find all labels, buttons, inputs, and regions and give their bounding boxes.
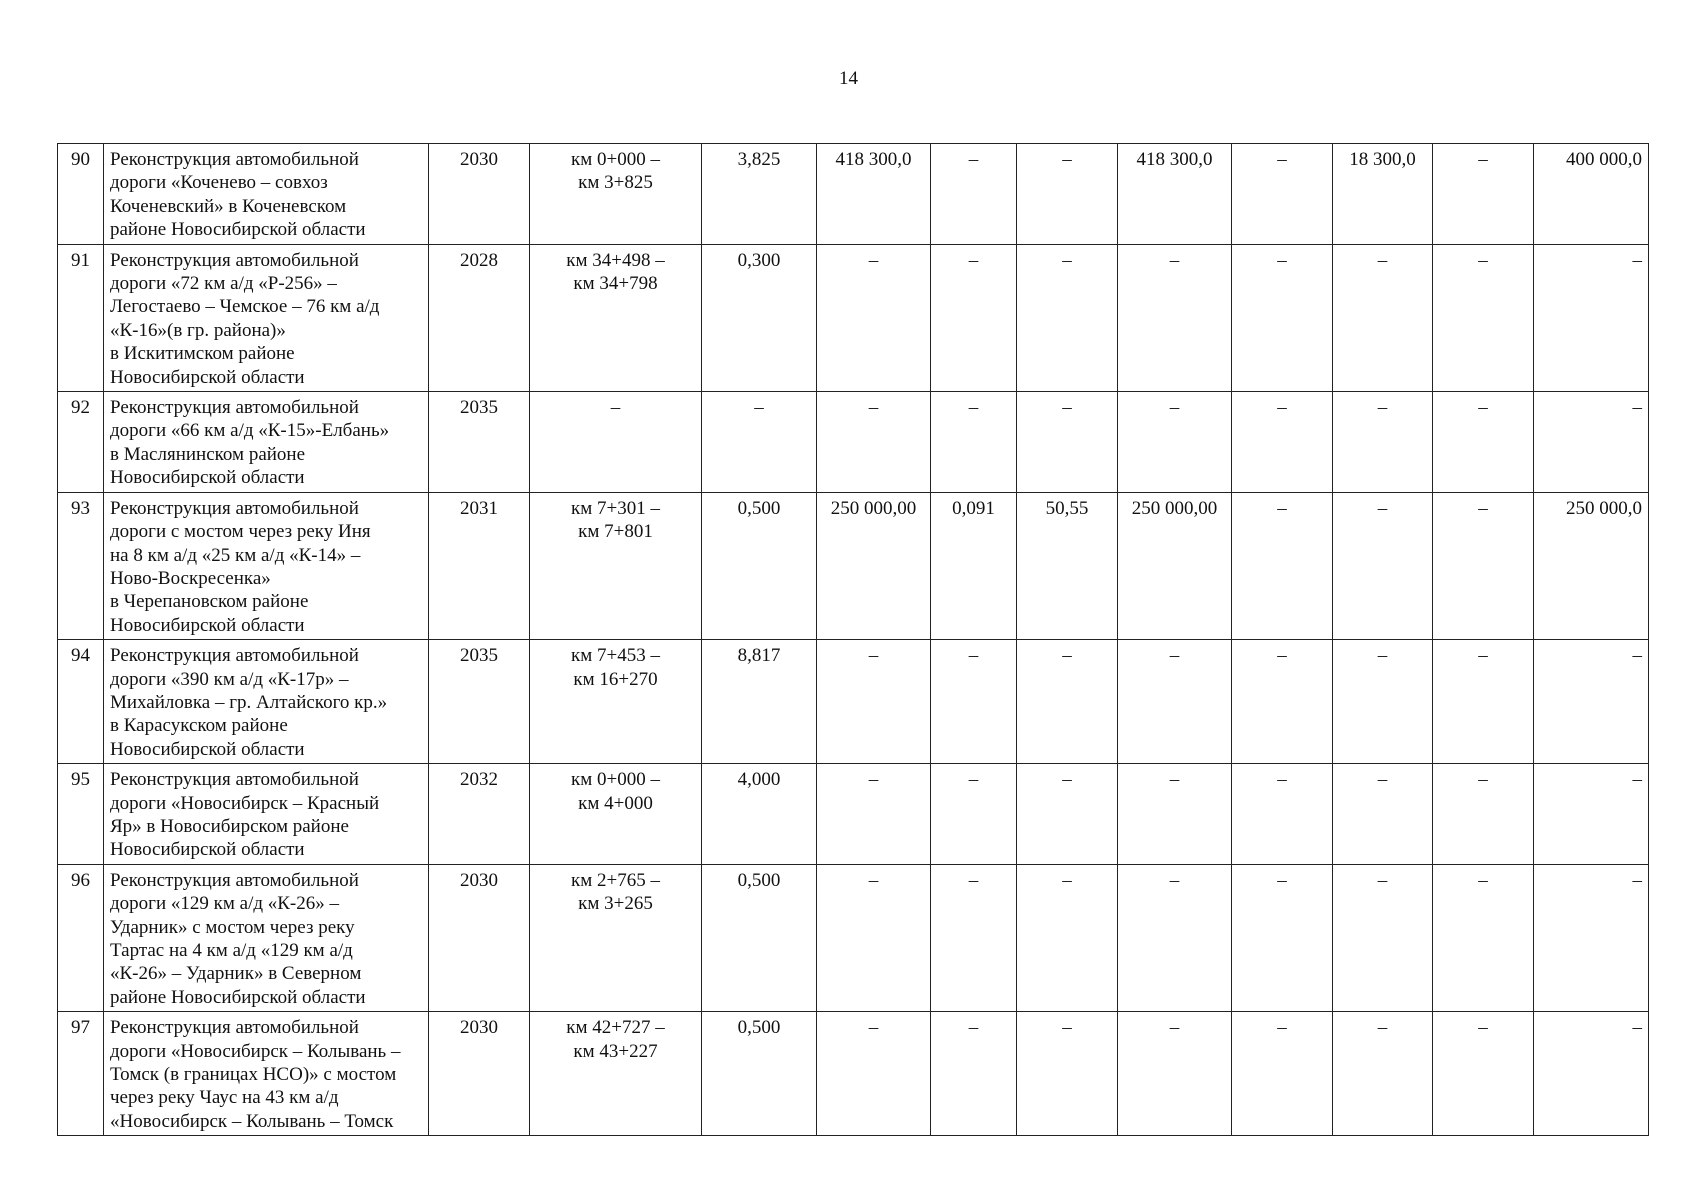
year-cell: 2035 [429, 640, 530, 764]
project-name-line: Михайловка – гр. Алтайского кр.» [110, 691, 388, 713]
value-cell-8: 400 000,0 [1534, 144, 1649, 245]
total-cost-cell: – [817, 640, 931, 764]
value-cell-7: – [1433, 392, 1534, 493]
project-name-line: Реконструкция автомобильной [110, 149, 359, 170]
value-cell-3: 50,55 [1017, 492, 1118, 639]
value-cell-4: – [1118, 244, 1232, 391]
length-cell: 0,500 [702, 492, 817, 639]
value-cell-2: – [931, 144, 1017, 245]
project-name-line: Реконструкция автомобильной [110, 645, 359, 667]
row-number-cell: 95 [58, 764, 104, 865]
value-cell-8: – [1534, 392, 1649, 493]
value-cell-5: – [1232, 1012, 1333, 1136]
projects-table [57, 143, 1649, 1136]
table-row [58, 764, 1649, 865]
total-cost-cell: 250 000,00 [817, 492, 931, 639]
row-number-cell: 93 [58, 492, 104, 639]
value-cell-8: – [1534, 640, 1649, 764]
row-number-cell: 90 [58, 144, 104, 245]
km-range-line: км 0+000 – [571, 149, 660, 170]
year-cell: 2028 [429, 244, 530, 391]
value-cell-6: – [1333, 392, 1433, 493]
value-cell-2: – [931, 764, 1017, 865]
km-range-cell [530, 764, 702, 865]
value-cell-6: – [1333, 864, 1433, 1011]
km-range-line: км 7+301 – [571, 497, 660, 519]
project-name-line: «К-16»(в гр. района)» [110, 319, 286, 341]
length-cell: 0,300 [702, 244, 817, 391]
km-range-line: – [610, 397, 621, 419]
value-cell-4: – [1118, 1012, 1232, 1136]
project-name-line: в Маслянинском районе [110, 443, 306, 465]
value-cell-3: – [1017, 244, 1118, 391]
value-cell-8: 250 000,0 [1534, 492, 1649, 639]
project-name-cell [104, 640, 429, 764]
year-cell: 2030 [429, 864, 530, 1011]
value-cell-7: – [1433, 144, 1534, 245]
km-range-line: км 3+265 [578, 893, 653, 915]
value-cell-8: – [1534, 764, 1649, 865]
project-name-line: дороги «66 км а/д «К-15»-Елбань» [110, 420, 390, 442]
value-cell-5: – [1232, 864, 1333, 1011]
project-name-line: Ново-Воскресенка» [110, 567, 271, 589]
km-range-line: км 42+727 – [566, 1017, 665, 1039]
value-cell-7: – [1433, 1012, 1534, 1136]
length-cell: 4,000 [702, 764, 817, 865]
total-cost-cell: – [817, 764, 931, 865]
project-name-line: Яр» в Новосибирском районе [110, 815, 349, 837]
value-cell-5: – [1232, 392, 1333, 493]
value-cell-6: – [1333, 492, 1433, 639]
row-number-cell: 96 [58, 864, 104, 1011]
project-name-line: Коченевский» в Коченевском [110, 195, 347, 217]
project-name-line: Легостаево – Чемское – 76 км а/д [110, 296, 380, 318]
project-name-line: в Искитимском районе [110, 343, 295, 365]
project-name-cell [104, 1012, 429, 1136]
project-name-line: Новосибирской области [110, 839, 305, 861]
km-range-cell [530, 244, 702, 391]
value-cell-7: – [1433, 492, 1534, 639]
project-name-line: дороги «390 км а/д «К-17р» – [110, 668, 349, 690]
project-name-line: Реконструкция автомобильной [110, 769, 359, 791]
value-cell-3: – [1017, 144, 1118, 245]
value-cell-7: – [1433, 764, 1534, 865]
km-range-line: км 43+227 [573, 1040, 658, 1062]
value-cell-4: – [1118, 864, 1232, 1011]
value-cell-4: 250 000,00 [1118, 492, 1232, 639]
value-cell-7: – [1433, 864, 1534, 1011]
project-name-line: дороги «Новосибирск – Колывань – [110, 1040, 401, 1062]
project-name-cell [104, 492, 429, 639]
value-cell-6: – [1333, 244, 1433, 391]
value-cell-5: – [1232, 640, 1333, 764]
km-range-cell [530, 392, 702, 493]
project-name-line: Реконструкция автомобильной [110, 1017, 359, 1039]
project-name-line: дороги «Коченево – совхоз [110, 172, 328, 194]
value-cell-4: – [1118, 640, 1232, 764]
year-cell: 2032 [429, 764, 530, 865]
value-cell-6: – [1333, 1012, 1433, 1136]
km-range-line: км 34+798 [573, 273, 658, 295]
row-number-cell: 97 [58, 1012, 104, 1136]
project-name-line: Томск (в границах НСО)» с мостом [110, 1064, 397, 1086]
total-cost-cell: – [817, 1012, 931, 1136]
table-row [58, 244, 1649, 391]
value-cell-4: – [1118, 764, 1232, 865]
row-number-cell: 92 [58, 392, 104, 493]
value-cell-3: – [1017, 392, 1118, 493]
value-cell-8: – [1534, 244, 1649, 391]
km-range-cell [530, 144, 702, 245]
table-row [58, 640, 1649, 764]
km-range-cell [530, 492, 702, 639]
value-cell-7: – [1433, 640, 1534, 764]
project-name-line: Реконструкция автомобильной [110, 249, 359, 271]
project-name-line: дороги «129 км а/д «К-26» – [110, 893, 340, 915]
km-range-cell [530, 1012, 702, 1136]
project-name-line: в Карасукском районе [110, 715, 288, 737]
length-cell: 0,500 [702, 1012, 817, 1136]
value-cell-3: – [1017, 864, 1118, 1011]
km-range-line: км 34+498 – [566, 249, 665, 271]
value-cell-7: – [1433, 244, 1534, 391]
value-cell-2: – [931, 640, 1017, 764]
value-cell-5: – [1232, 244, 1333, 391]
table-row [58, 1012, 1649, 1136]
total-cost-cell: – [817, 392, 931, 493]
project-name-line: дороги «72 км а/д «Р-256» – [110, 273, 337, 295]
row-number-cell: 91 [58, 244, 104, 391]
table-row [58, 144, 1649, 245]
km-range-cell [530, 640, 702, 764]
project-name-line: Новосибирской области [110, 614, 305, 636]
value-cell-3: – [1017, 764, 1118, 865]
total-cost-cell: 418 300,0 [817, 144, 931, 245]
km-range-line: км 7+801 [578, 521, 653, 543]
total-cost-cell: – [817, 864, 931, 1011]
km-range-cell [530, 864, 702, 1011]
value-cell-6: – [1333, 640, 1433, 764]
value-cell-2: – [931, 392, 1017, 493]
table-row [58, 492, 1649, 639]
project-name-cell [104, 764, 429, 865]
project-name-line: Новосибирской области [110, 467, 305, 489]
project-name-line: районе Новосибирской области [110, 219, 366, 241]
value-cell-2: – [931, 1012, 1017, 1136]
project-name-cell [104, 392, 429, 493]
project-name-line: районе Новосибирской области [110, 986, 366, 1008]
project-name-line: Тартас на 4 км а/д «129 км а/д [110, 940, 353, 961]
project-name-cell [104, 864, 429, 1011]
table-body [58, 144, 1649, 1136]
project-name-cell [104, 244, 429, 391]
value-cell-4: 418 300,0 [1118, 144, 1232, 245]
length-cell: 3,825 [702, 144, 817, 245]
project-name-line: дороги с мостом через реку Иня [110, 521, 371, 543]
value-cell-8: – [1534, 1012, 1649, 1136]
page-number: 14 [839, 68, 858, 89]
year-cell: 2030 [429, 1012, 530, 1136]
km-range-line: км 3+825 [578, 172, 653, 194]
project-name-line: в Черепановском районе [110, 591, 309, 613]
value-cell-8: – [1534, 864, 1649, 1011]
project-name-line: Ударник» с мостом через реку [110, 916, 355, 938]
km-range-line: км 2+765 – [571, 869, 660, 891]
year-cell: 2035 [429, 392, 530, 493]
length-cell: – [702, 392, 817, 493]
row-number-cell: 94 [58, 640, 104, 764]
value-cell-3: – [1017, 1012, 1118, 1136]
project-name-line: дороги «Новосибирск – Красный [110, 792, 380, 814]
value-cell-2: – [931, 244, 1017, 391]
project-name-line: через реку Чаус на 43 км а/д [110, 1087, 339, 1109]
value-cell-6: 18 300,0 [1333, 144, 1433, 245]
value-cell-5: – [1232, 144, 1333, 245]
table-row [58, 864, 1649, 1011]
value-cell-2: 0,091 [931, 492, 1017, 639]
total-cost-cell: – [817, 244, 931, 391]
project-name-line: «Новосибирск – Колывань – Томск [110, 1110, 394, 1132]
project-name-line: Новосибирской области [110, 366, 305, 388]
project-name-line: на 8 км а/д «25 км а/д «К-14» – [110, 544, 361, 566]
km-range-line: км 7+453 – [571, 645, 660, 667]
project-name-line: Новосибирской области [110, 738, 305, 760]
project-name-cell [104, 144, 429, 245]
km-range-line: км 0+000 – [571, 769, 660, 791]
length-cell: 8,817 [702, 640, 817, 764]
value-cell-2: – [931, 864, 1017, 1011]
table-row [58, 392, 1649, 493]
value-cell-3: – [1017, 640, 1118, 764]
value-cell-5: – [1232, 764, 1333, 865]
value-cell-4: – [1118, 392, 1232, 493]
project-name-line: Реконструкция автомобильной [110, 497, 359, 519]
project-name-line: Реконструкция автомобильной [110, 869, 359, 891]
length-cell: 0,500 [702, 864, 817, 1011]
year-cell: 2031 [429, 492, 530, 639]
project-name-line: «К-26» – Ударник» в Северном [110, 963, 362, 985]
year-cell: 2030 [429, 144, 530, 245]
km-range-line: км 16+270 [573, 668, 658, 690]
project-name-line: Реконструкция автомобильной [110, 397, 359, 419]
value-cell-5: – [1232, 492, 1333, 639]
value-cell-6: – [1333, 764, 1433, 865]
km-range-line: км 4+000 [578, 792, 653, 814]
